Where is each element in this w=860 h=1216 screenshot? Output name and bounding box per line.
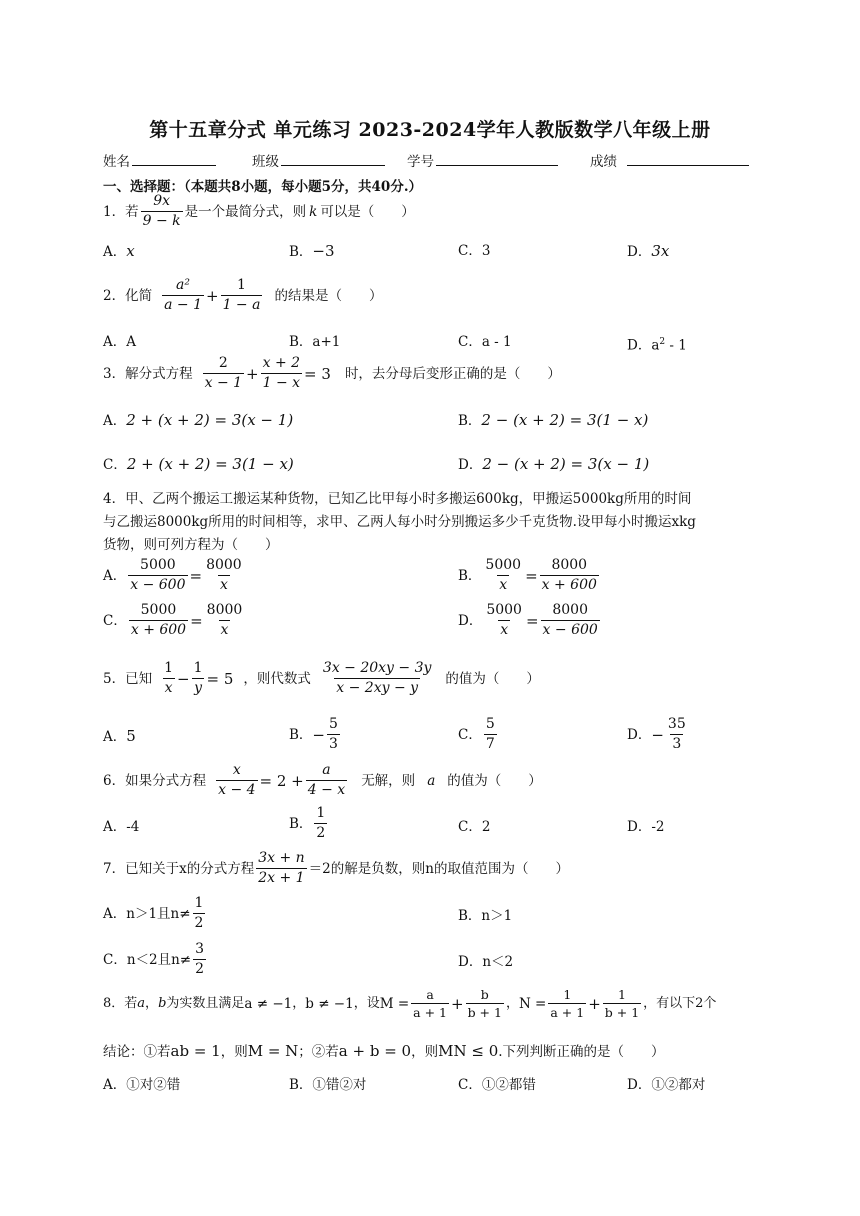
q6-stem-end: 的值为（ ） — [447, 772, 542, 789]
q4-d-right-fraction — [541, 601, 600, 640]
q6-f2-num: a — [322, 762, 331, 778]
q5-stem-end: 的值为（ ） — [445, 670, 540, 687]
q8-cond-2: b ≠ −1 — [305, 995, 354, 1012]
q4-stem-line-3: 货物，则可列方程为（ ） — [103, 537, 279, 553]
q5-b-fraction — [327, 715, 340, 754]
q5-stem-start: 5．已知 — [103, 670, 153, 687]
q3-c-value: 2 + (x + 2) = 3(1 − x) — [126, 455, 294, 473]
q3-d-value: 2 − (x + 2) = 3(x − 1) — [482, 455, 650, 473]
q4-c-label: C． — [103, 612, 127, 629]
q8-text-1: 8．若 — [103, 995, 138, 1011]
q8-n-lhs: N = — [518, 995, 547, 1012]
q8-n-fraction-1 — [548, 986, 586, 1021]
q5-b-sign: − — [312, 725, 325, 744]
q1-var: k — [309, 203, 318, 220]
q5-option-c — [458, 715, 499, 754]
q6-fraction-1 — [216, 761, 257, 800]
q4-a-label: A． — [103, 567, 127, 584]
q1-d-value: 3x — [651, 242, 670, 260]
q4-b-r-den: x + 600 — [541, 577, 597, 593]
q7-option-d: D．n＜2 — [458, 954, 514, 970]
q6-equals: = 2 + — [259, 771, 304, 790]
q8-m-fraction-1 — [411, 986, 449, 1021]
q3-option-a — [103, 410, 293, 431]
id-field — [407, 151, 558, 172]
q4-c-r-num: 8000 — [206, 602, 243, 618]
q8-conclusion-1-marker: 结论：① — [103, 1044, 157, 1060]
id-label: 学号 — [407, 154, 434, 170]
q5-d-label: D． — [627, 726, 652, 743]
q1-a-value: x — [126, 242, 135, 260]
q1-frac-den: 9 − k — [142, 213, 181, 229]
q3-c-label: C． — [103, 457, 127, 473]
q5-equals: = 5 — [206, 669, 234, 688]
q4-a-left-fraction — [128, 556, 187, 595]
q2-f2-den: 1 − a — [222, 297, 261, 313]
q2-fraction-1 — [162, 276, 204, 315]
q3-a-label: A． — [103, 413, 127, 429]
q6-f1-den: x − 4 — [218, 782, 256, 798]
q8-l2-if-1: 若 — [157, 1044, 171, 1060]
q8-n2-den: b + 1 — [604, 1005, 640, 1020]
q4-c-l-num: 5000 — [140, 602, 177, 618]
q5-fraction-3 — [321, 659, 434, 698]
q8-l2-expr-2: M = N — [247, 1042, 299, 1060]
q5-b-label: B． — [289, 726, 313, 743]
q7-a-text: A．n＞1且n≠ — [103, 905, 191, 922]
q3-option-b — [458, 410, 648, 431]
q5-fraction-1 — [162, 659, 175, 698]
q4-option-a — [103, 556, 246, 595]
q7-c-num: 3 — [195, 941, 205, 957]
q5-a-value: 5 — [126, 727, 136, 745]
q3-option-c — [103, 454, 294, 475]
q4-a-r-den: x — [219, 577, 228, 593]
q7-option-b: B．n＞1 — [458, 908, 513, 924]
q8-m-fraction-2 — [466, 986, 504, 1021]
q2-d-pre: D．a — [627, 337, 660, 354]
question-8-line-1 — [103, 986, 716, 1021]
q2-stem-end: 的结果是（ ） — [274, 287, 383, 304]
q3-b-label: B． — [458, 413, 482, 429]
q7-a-num: 1 — [194, 895, 204, 911]
q7-f-den: 2x + 1 — [258, 870, 305, 886]
q6-var: a — [427, 772, 436, 789]
q7-a-den: 2 — [194, 915, 204, 931]
q3-fraction-1 — [203, 354, 244, 393]
q6-b-fraction — [314, 804, 327, 843]
q8-l2-expr-3: a + b = 0 — [338, 1042, 412, 1060]
q8-option-d: D．①②都对 — [627, 1077, 706, 1093]
q5-f2-den: y — [194, 680, 203, 696]
q6-stem-mid: 无解，则 — [361, 772, 416, 789]
q4-b-label: B． — [458, 567, 482, 584]
q5-f3-num: 3x − 20xy − 3y — [322, 660, 432, 676]
q4-a-right-fraction — [204, 556, 244, 595]
q3-stem-start: 3．解分式方程 — [103, 365, 193, 382]
q4-option-d — [458, 601, 602, 640]
q2-option-c: C．a - 1 — [458, 334, 512, 350]
q4-c-right-fraction — [205, 601, 245, 640]
q5-d-sign: − — [651, 725, 664, 744]
q8-l2-then-2: ，则 — [411, 1044, 439, 1060]
q8-n1-num: 1 — [563, 987, 572, 1002]
q7-option-c — [103, 940, 208, 979]
q8-l2-expr-1: ab = 1 — [170, 1042, 221, 1060]
q5-d-den: 3 — [672, 736, 682, 752]
section-heading: 一、选择题：（本题共8小题，每小题5分，共40分.） — [103, 179, 423, 195]
q4-a-equals: = — [189, 566, 203, 585]
q1-b-label: B． — [289, 244, 313, 260]
name-label: 姓名 — [103, 154, 130, 170]
q6-option-d: D．-2 — [627, 819, 665, 835]
class-blank — [281, 151, 385, 166]
q7-a-fraction — [193, 894, 206, 933]
q8-text-4: ， — [292, 995, 306, 1011]
q8-m-lhs: M = — [379, 995, 410, 1012]
q5-f3-den: x − 2xy − y — [336, 680, 419, 696]
q2-d-post: - 1 — [665, 337, 687, 354]
q3-option-d — [458, 454, 649, 475]
q1-a-label: A． — [103, 244, 127, 260]
q3-f1-den: x − 1 — [204, 375, 243, 391]
q7-option-a — [103, 894, 207, 933]
q3-d-label: D． — [458, 457, 483, 473]
q1-c-label: C． — [458, 243, 482, 259]
q4-b-l-num: 5000 — [485, 557, 522, 573]
name-blank — [132, 151, 216, 166]
q4-b-left-fraction — [483, 556, 523, 595]
q2-option-b: B．a+1 — [289, 334, 341, 350]
question-7 — [103, 849, 569, 888]
q8-m2-den: b + 1 — [467, 1005, 502, 1020]
q4-b-right-fraction — [540, 556, 599, 595]
q2-f1-den: a − 1 — [164, 297, 202, 313]
q8-var-a: a — [137, 995, 146, 1011]
q8-l2-then-1: ，则 — [220, 1044, 248, 1060]
q2-fraction-2 — [221, 276, 263, 315]
q5-c-den: 7 — [485, 736, 495, 752]
q4-d-l-den: x — [500, 622, 509, 638]
q8-conclusion-2-marker: ；② — [298, 1044, 326, 1060]
q4-d-left-fraction — [484, 601, 524, 640]
q7-c-text: C．n＜2且n≠ — [103, 951, 192, 968]
q7-c-fraction — [193, 940, 206, 979]
q5-option-a — [103, 726, 136, 747]
q8-m2-num: b — [480, 987, 489, 1002]
q4-a-r-num: 8000 — [206, 557, 242, 573]
q4-c-r-den: x — [220, 622, 229, 638]
question-6 — [103, 761, 542, 800]
q3-fraction-2 — [261, 354, 302, 393]
q4-stem-line-2: 与乙搬运8000kg所用的时间相等，求甲、乙两人每小时分别搬运多少千克货物.设甲每小时搬运xkg — [103, 514, 696, 530]
class-field — [252, 151, 385, 172]
q5-stem-mid: ，则代数式 — [243, 670, 311, 687]
q1-b-value: −3 — [312, 242, 335, 260]
page-title: 第十五章分式 单元练习 2023-2024学年人教版数学八年级上册 — [149, 119, 711, 141]
q7-stem-start: 7．已知关于x的分式方程 — [103, 860, 255, 877]
class-label: 班级 — [252, 154, 279, 170]
q5-minus: − — [177, 669, 190, 688]
q8-l2-end: .下列判断正确的是（ ） — [498, 1044, 665, 1060]
q8-var-b: b — [158, 995, 167, 1011]
q5-f2-num: 1 — [193, 660, 203, 676]
q4-d-r-den: x − 600 — [542, 622, 598, 638]
q8-l2-if-2: 若 — [325, 1044, 339, 1060]
q2-f1-num: a² — [176, 277, 191, 293]
q3-f1-num: 2 — [218, 355, 228, 371]
q6-f1-num: x — [232, 762, 241, 778]
q8-m-plus: + — [450, 994, 464, 1013]
q5-c-num: 5 — [485, 716, 495, 732]
q6-b-num: 1 — [316, 805, 326, 821]
q3-a-value: 2 + (x + 2) = 3(x − 1) — [126, 411, 294, 429]
name-field — [103, 151, 216, 172]
q3-b-value: 2 − (x + 2) = 3(1 − x) — [481, 411, 649, 429]
q8-option-a: A．①对②错 — [103, 1077, 181, 1093]
q5-c-fraction — [484, 715, 497, 754]
q1-stem-start: 1．若 — [103, 203, 139, 220]
q7-f-num: 3x + n — [258, 850, 305, 866]
q3-f2-num: x + 2 — [262, 355, 301, 371]
q6-b-den: 2 — [316, 825, 326, 841]
q5-b-den: 3 — [329, 736, 338, 752]
q8-m1-den: a + 1 — [413, 1005, 447, 1020]
q8-m1-num: a — [426, 987, 434, 1002]
q1-option-b — [289, 241, 335, 262]
q4-d-l-num: 5000 — [486, 602, 522, 618]
q3-f2-den: 1 − x — [262, 375, 301, 391]
q6-f2-den: 4 − x — [307, 782, 346, 798]
q1-frac-num: 9x — [153, 193, 171, 209]
q8-cond-1: a ≠ −1 — [244, 995, 293, 1012]
q6-option-b — [289, 804, 329, 843]
q1-c-value: 3 — [481, 243, 491, 259]
q6-fraction-2 — [306, 761, 347, 800]
q4-b-l-den: x — [499, 577, 508, 593]
q1-d-label: D． — [627, 244, 652, 260]
q5-d-num: 35 — [667, 716, 686, 732]
q8-n2-num: 1 — [617, 987, 626, 1002]
q5-b-num: 5 — [329, 716, 338, 732]
q4-d-r-num: 8000 — [552, 602, 588, 618]
q8-text-5: ，设 — [353, 995, 380, 1011]
q1-stem-mid: 是一个最简分式，则 — [184, 203, 307, 220]
q6-b-label: B． — [289, 815, 313, 832]
q8-text-7: ，有以下2个 — [643, 995, 717, 1011]
score-field — [590, 151, 749, 172]
q8-n-plus: + — [588, 994, 601, 1013]
score-blank — [627, 151, 749, 166]
q4-c-l-den: x + 600 — [130, 622, 187, 638]
q7-stem-end: ＝2的解是负数，则n的取值范围为（ ） — [308, 860, 569, 877]
q8-l2-expr-4: MN ≤ 0 — [438, 1042, 499, 1060]
q4-b-equals: = — [525, 566, 538, 585]
q1-stem-end: 可以是（ ） — [320, 203, 415, 220]
q5-a-label: A． — [103, 729, 127, 745]
q6-stem-start: 6．如果分式方程 — [103, 772, 207, 789]
q5-c-label: C． — [458, 726, 482, 743]
q8-option-b: B．①错②对 — [289, 1077, 367, 1093]
q4-a-l-num: 5000 — [140, 557, 176, 573]
q2-d-sup: 2 — [659, 337, 666, 347]
q8-text-6: ， — [505, 995, 519, 1011]
q6-option-c: C．2 — [458, 819, 491, 835]
q8-text-2: ， — [145, 995, 159, 1011]
q5-f1-num: 1 — [164, 660, 174, 676]
q5-option-b — [289, 715, 342, 754]
q4-a-l-den: x − 600 — [130, 577, 186, 593]
q2-option-d — [627, 332, 687, 356]
q8-option-c: C．①②都错 — [458, 1077, 536, 1093]
q1-option-a — [103, 241, 135, 262]
q5-f1-den: x — [164, 680, 173, 696]
q8-n-fraction-2 — [603, 986, 641, 1021]
q1-option-d — [627, 241, 669, 262]
q5-option-d — [627, 715, 690, 754]
q3-plus: + — [246, 364, 259, 383]
q3-stem-end: 时，去分母后变形正确的是（ ） — [344, 365, 561, 382]
q4-c-left-fraction — [129, 601, 188, 640]
q4-stem-line-1: 4．甲、乙两个搬运工搬运某种货物，已知乙比甲每小时多搬运600kg，甲搬运5000kg所用的时间 — [103, 491, 692, 507]
q3-equals: = 3 — [304, 364, 331, 383]
score-label: 成绩 — [590, 154, 617, 170]
question-2 — [103, 276, 382, 315]
q4-option-c — [103, 601, 246, 640]
q8-n1-den: a + 1 — [550, 1005, 585, 1020]
q2-plus: + — [205, 286, 219, 305]
q4-d-equals: = — [525, 611, 539, 630]
q1-fraction — [141, 192, 183, 231]
q5-d-fraction — [666, 715, 688, 754]
q2-option-a: A．A — [103, 334, 136, 350]
question-1 — [103, 192, 415, 231]
q4-c-equals: = — [190, 611, 203, 630]
q6-option-a: A．-4 — [103, 819, 140, 835]
id-blank — [436, 151, 558, 166]
question-8-line-2 — [103, 1041, 665, 1062]
q2-f2-num: 1 — [237, 277, 246, 293]
question-5 — [103, 659, 540, 698]
q4-option-b — [458, 556, 601, 595]
q4-d-label: D． — [458, 612, 483, 629]
q5-fraction-2 — [192, 659, 205, 698]
question-3 — [103, 354, 561, 393]
q1-option-c — [458, 241, 490, 261]
q4-b-r-num: 8000 — [551, 557, 588, 573]
q7-c-den: 2 — [195, 961, 205, 977]
q2-stem-start: 2．化简 — [103, 287, 153, 304]
q7-fraction — [256, 849, 306, 888]
q8-text-3: 为实数且满足 — [166, 995, 245, 1011]
